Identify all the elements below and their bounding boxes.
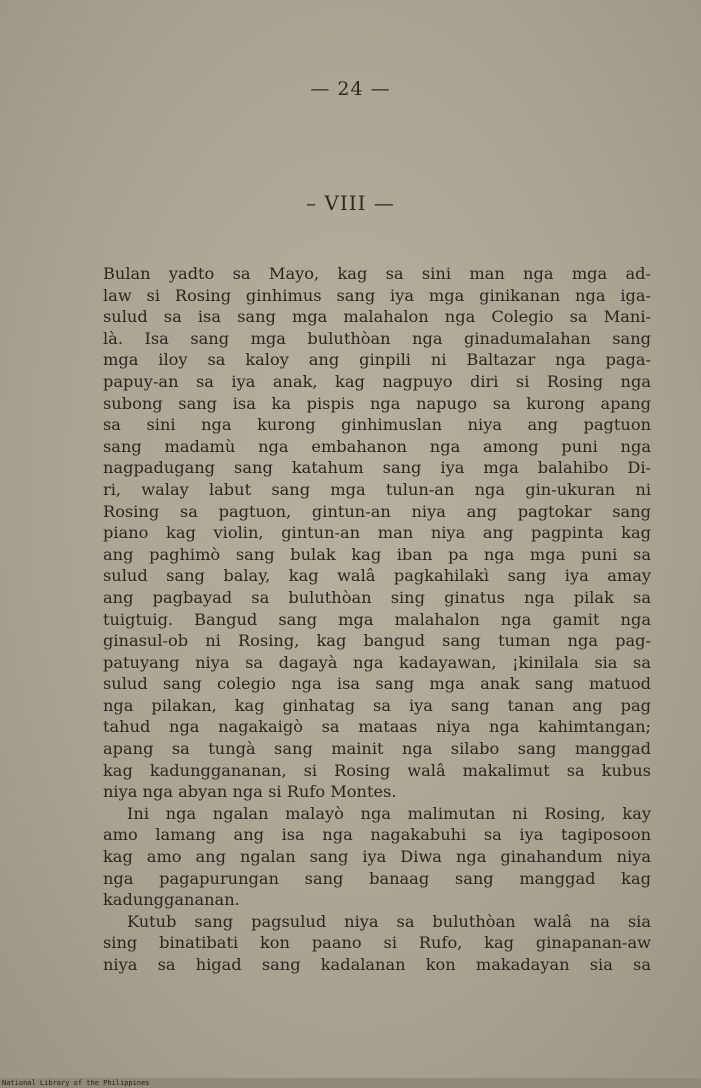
text-line: papuy-an sa iya anak, kag nagpuyo diri si Rosing nga [103,371,651,391]
text-line: sa sini nga kurong ginhimuslan niya ang pagtuon [103,415,651,435]
text-line: piano kag violin, gintun-an man niya ang pagpinta kag [103,523,651,543]
text-line: Ini nga ngalan malayò nga malimutan ni Rosing, kay [127,803,651,823]
text-line: là. Isa sang mga buluthòan nga ginadumalahan sang [103,328,651,348]
text-line: ang paghimò sang bulak kag iban pa nga mga puni sa [103,544,651,564]
text-line: amo lamang ang isa nga nagakabuhi sa iya tagiposoon [103,825,651,845]
text-line: sing binatibati kon paano si Rufo, kag ginapanan-aw [103,933,651,953]
text-line: niya nga abyan nga si Rufo Montes. [103,782,397,802]
text-line: ri, walay labut sang mga tulun-an nga gin-ukuran ni [103,479,651,499]
text-line: nga pilakan, kag ginhatag sa iya sang tanan ang pag [103,695,651,715]
text-line: sang madamù nga embahanon nga among puni nga [103,436,651,456]
library-credit: National Library of the Philippines [2,1079,150,1087]
text-line: sulud sang balay, kag walâ pagkahilakì sang iya amay [103,566,651,586]
text-line: Kutub sang pagsulud niya sa buluthòan walâ na sia [127,911,651,931]
text-line: tuigtuig. Bangud sang mga malahalon nga gamit nga [103,609,651,629]
text-line: kadunggananan. [103,890,240,910]
chapter-heading: – VIII — [306,191,395,215]
text-line: ginasul-ob ni Rosing, kag bangud sang tuman nga pag- [103,631,651,651]
text-line: mga iloy sa kaloy ang ginpili ni Baltazar nga paga- [103,350,651,370]
text-line: apang sa tungà sang mainit nga silabo sang manggad [103,739,651,759]
page-number: — 24 — [310,78,391,100]
text-line: nagpadugang sang katahum sang iya mga balahibo Di- [103,458,651,478]
text-line: law si Rosing ginhimus sang iya mga ginikanan nga iga- [103,285,651,305]
text-line: patuyang niya sa dagayà nga kadayawan, ¡kinilala sia sa [103,652,651,672]
text-line: Rosing sa pagtuon, gintun-an niya ang pagtokar sang [103,501,651,521]
text-line: ang pagbayad sa buluthòan sing ginatus nga pilak sa [103,587,651,607]
text-line: kag kadunggananan, si Rosing walâ makalimut sa kubus [103,760,651,780]
text-line: subong sang isa ka pispis nga napugo sa kurong apang [103,393,651,413]
text-line: niya sa higad sang kadalanan kon makadayan sia sa [103,955,651,974]
text-line: Bulan yadto sa Mayo, kag sa sini man nga mga ad- [103,264,651,283]
text-line: sulud sa isa sang mga malahalon nga Colegio sa Mani- [103,307,651,327]
body-text [103,263,651,976]
text-line: nga pagapurungan sang banaag sang manggad kag [103,868,651,888]
text-line: kag amo ang ngalan sang iya Diwa nga ginahandum niya [103,847,651,867]
text-line: sulud sang colegio nga isa sang mga anak sang matuod [103,674,651,694]
text-line: tahud nga nagakaigò sa mataas niya nga kahimtangan; [103,717,651,737]
